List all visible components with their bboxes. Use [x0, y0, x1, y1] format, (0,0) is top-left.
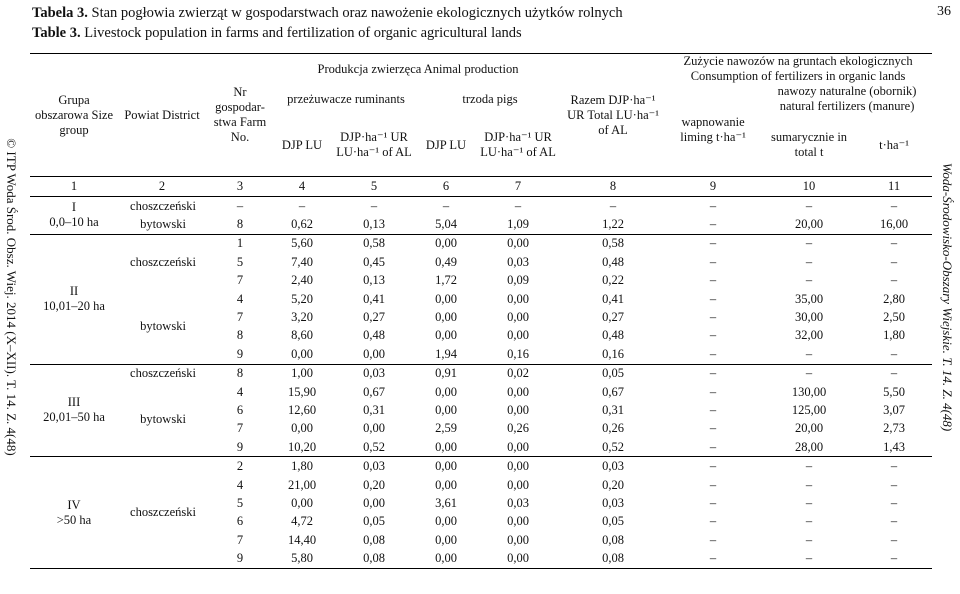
value-cell-c4: 0,00 [291, 346, 313, 361]
farm-number-cell: 5 [236, 254, 244, 269]
value-cell-c5: 0,45 [363, 254, 385, 269]
value-cell-c9: – [709, 439, 717, 454]
district-cell: choszczeński [130, 198, 196, 213]
value-cell-c7: 0,09 [507, 273, 529, 288]
farm-number-cell: 7 [236, 273, 244, 288]
value-cell-c8: 1,22 [602, 217, 624, 232]
value-cell-c11: 3,07 [883, 402, 905, 417]
value-cell-c11: – [890, 532, 898, 547]
farm-number-cell: 8 [236, 328, 244, 343]
size-group-cell: IV >50 ha [30, 457, 118, 568]
value-cell-c4: 14,40 [287, 532, 317, 547]
value-cell-c11: – [890, 514, 898, 529]
farm-number-cell: 2 [206, 457, 274, 476]
district-cell: choszczeński [118, 364, 206, 383]
value-cell-c11: – [856, 549, 932, 568]
value-cell-c9: – [709, 402, 717, 417]
column-number: 7 [474, 177, 562, 197]
value-cell-c6: 0,00 [435, 514, 457, 529]
value-cell-c8: 0,58 [562, 234, 664, 253]
value-cell-c9: – [709, 495, 717, 510]
value-cell-c4: 5,60 [274, 234, 330, 253]
value-cell-c8: 0,08 [602, 532, 624, 547]
value-cell-c6: 0,00 [418, 234, 474, 253]
caption-en-text: Livestock population in farms and fertilization of organic agricultural lands [84, 24, 522, 41]
value-cell-c6: 0,00 [435, 310, 457, 325]
value-cell-c5: 0,31 [363, 402, 385, 417]
value-cell-c9: – [664, 234, 762, 253]
caption-pl-text: Stan pogłowia zwierząt w gospodarstwach oraz nawożenie ekologicznych użytków rolnych [91, 5, 623, 21]
value-cell-c5: 0,00 [363, 346, 385, 361]
value-cell-c9: – [709, 310, 717, 325]
citation-text: © ITP Woda Środ. Obsz. Wiej. 2014 (X–XII). T. 14. Z. 4(48) [4, 138, 19, 456]
header-total: Razem DJP·ha⁻¹ UR Total LU·ha⁻¹ of AL [562, 54, 664, 177]
value-cell-c10: – [805, 273, 813, 288]
value-cell-c6: 3,61 [435, 495, 457, 510]
value-cell-c7: 0,16 [507, 346, 529, 361]
value-cell-c10: – [805, 198, 813, 213]
value-cell-c11: 2,80 [883, 291, 905, 306]
value-cell-c9: – [664, 364, 762, 383]
value-cell-c9: – [664, 457, 762, 476]
header-animal-production: Produkcja zwierzęca Animal production [274, 54, 562, 85]
value-cell-c6: 1,72 [435, 273, 457, 288]
value-cell-c7: 0,00 [507, 310, 529, 325]
value-cell-c4: 21,00 [287, 477, 317, 492]
table-row [30, 383, 932, 401]
value-cell-c4: 0,62 [291, 217, 313, 232]
value-cell-c9: – [664, 549, 762, 568]
value-cell-c8: 0,16 [602, 346, 624, 361]
caption-english [32, 24, 623, 44]
header-natural-fert: nawozy naturalne (obornik) natural fertilizers (manure) [777, 84, 917, 113]
farm-number-cell: 4 [236, 384, 244, 399]
value-cell-c10: – [762, 234, 856, 253]
district-cell: choszczeński [118, 234, 206, 290]
column-number: 6 [418, 177, 474, 197]
column-numbers-row [30, 177, 932, 197]
value-cell-c11: 16,00 [879, 217, 909, 232]
district-cell: bytowski [140, 412, 186, 427]
value-cell-c7: 0,00 [507, 477, 529, 492]
value-cell-c10: 125,00 [791, 402, 827, 417]
farm-number-cell: 8 [236, 217, 244, 232]
size-group-cell: II 10,01–20 ha [30, 234, 118, 364]
header-fert-consumption: Zużycie nawozów na gruntach ekologicznych Consumption of fertilizers in organic lands [664, 54, 932, 85]
value-cell-c9: – [709, 291, 717, 306]
value-cell-c9: – [709, 254, 717, 269]
caption-pl-label: Tabela 3. [32, 5, 88, 21]
farm-number-cell: 6 [236, 402, 244, 417]
value-cell-c8: 0,20 [602, 477, 624, 492]
value-cell-c7: 0,03 [507, 495, 529, 510]
value-cell-c10: 20,00 [794, 217, 824, 232]
value-cell-c9: – [709, 532, 717, 547]
value-cell-c5: 0,58 [330, 234, 418, 253]
value-cell-c11: – [856, 234, 932, 253]
value-cell-c4: 5,20 [291, 291, 313, 306]
table-row [30, 234, 932, 253]
value-cell-c4: 7,40 [291, 254, 313, 269]
header-district: Powiat District [118, 54, 206, 177]
value-cell-c11: – [890, 477, 898, 492]
value-cell-c8: 0,05 [602, 514, 624, 529]
value-cell-c10: – [805, 532, 813, 547]
value-cell-c11: – [890, 198, 898, 213]
column-number: 3 [206, 177, 274, 197]
table-captions [32, 4, 623, 43]
value-cell-c6: 0,91 [418, 364, 474, 383]
value-cell-c5: 0,41 [363, 291, 385, 306]
header-group: Grupa obszarowa Size group [30, 54, 118, 177]
header-djp-lu-1: DJP LU [281, 137, 323, 152]
value-cell-c11: – [890, 495, 898, 510]
value-cell-c7: 1,09 [507, 217, 529, 232]
value-cell-c8: 0,03 [602, 495, 624, 510]
value-cell-c7: 0,00 [507, 291, 529, 306]
column-number: 9 [664, 177, 762, 197]
value-cell-c5: 0,00 [363, 495, 385, 510]
table-row [30, 290, 932, 308]
caption-polish [32, 4, 623, 24]
farm-number-cell: 7 [236, 532, 244, 547]
value-cell-c7: 0,00 [474, 549, 562, 568]
value-cell-c9: – [709, 384, 717, 399]
value-cell-c6: 0,00 [418, 457, 474, 476]
value-cell-c5: 0,03 [330, 364, 418, 383]
value-cell-c9: – [709, 477, 717, 492]
column-number: 8 [562, 177, 664, 197]
column-number: 1 [30, 177, 118, 197]
table-row [30, 364, 932, 383]
value-cell-c8: 0,48 [602, 328, 624, 343]
value-cell-c10: 28,00 [794, 439, 824, 454]
value-cell-c6: 0,00 [435, 439, 457, 454]
farm-number-cell: 5 [236, 495, 244, 510]
value-cell-c10: 35,00 [794, 291, 824, 306]
district-cell: bytowski [140, 319, 186, 334]
value-cell-c9: – [709, 217, 717, 232]
value-cell-c11: – [890, 273, 898, 288]
value-cell-c10: – [805, 495, 813, 510]
value-cell-c5: 0,08 [363, 532, 385, 547]
value-cell-c5: 0,13 [363, 273, 385, 288]
value-cell-c7: 0,00 [507, 439, 529, 454]
value-cell-c6: 0,00 [418, 549, 474, 568]
value-cell-c7: 0,03 [507, 254, 529, 269]
value-cell-c11: – [890, 346, 898, 361]
value-cell-c6: 0,00 [435, 532, 457, 547]
farm-number-cell: 9 [236, 439, 244, 454]
value-cell-c4: 0,00 [291, 495, 313, 510]
value-cell-c8: 0,41 [602, 291, 624, 306]
value-cell-c9: – [709, 421, 717, 436]
farm-number-cell: 7 [236, 421, 244, 436]
value-cell-c8: 0,48 [602, 254, 624, 269]
value-cell-c5: 0,27 [363, 310, 385, 325]
value-cell-c5: 0,48 [363, 328, 385, 343]
header-djp-ha-2: DJP·ha⁻¹ UR LU·ha⁻¹ of AL [480, 130, 556, 159]
value-cell-c6: 0,00 [435, 328, 457, 343]
header-ruminants: przeżuwacze ruminants [287, 91, 405, 106]
column-number: 10 [762, 177, 856, 197]
value-cell-c7: 0,02 [474, 364, 562, 383]
column-number: 4 [274, 177, 330, 197]
farm-number-cell: 9 [206, 549, 274, 568]
value-cell-c5: 0,08 [330, 549, 418, 568]
value-cell-c8: 0,52 [602, 439, 624, 454]
value-cell-c7: 0,00 [507, 384, 529, 399]
farm-number-cell: 4 [236, 477, 244, 492]
table-row [30, 215, 932, 234]
farm-number-cell: 1 [206, 234, 274, 253]
value-cell-c7: 0,00 [507, 402, 529, 417]
value-cell-c11: – [890, 254, 898, 269]
value-cell-c5: – [370, 198, 378, 213]
header-natural-total: sumarycznie in total t [771, 130, 848, 159]
value-cell-c11: 2,50 [883, 310, 905, 325]
value-cell-c10: 130,00 [791, 384, 827, 399]
value-cell-c9: – [709, 514, 717, 529]
value-cell-c6: 0,00 [435, 291, 457, 306]
value-cell-c8: 0,05 [562, 364, 664, 383]
value-cell-c9: – [709, 198, 717, 213]
value-cell-c10: – [762, 457, 856, 476]
value-cell-c8: 0,22 [602, 273, 624, 288]
value-cell-c6: 0,00 [435, 384, 457, 399]
value-cell-c6: 0,49 [435, 254, 457, 269]
value-cell-c5: 0,52 [363, 439, 385, 454]
value-cell-c8: 0,08 [562, 549, 664, 568]
value-cell-c8: 0,27 [602, 310, 624, 325]
value-cell-c4: 15,90 [287, 384, 317, 399]
right-margin [934, 0, 960, 594]
value-cell-c9: – [709, 346, 717, 361]
value-cell-c4: 4,72 [291, 514, 313, 529]
value-cell-c5: 0,67 [363, 384, 385, 399]
value-cell-c9: – [709, 328, 717, 343]
column-number: 5 [330, 177, 418, 197]
value-cell-c10: – [805, 346, 813, 361]
farm-number-cell: 7 [236, 310, 244, 325]
farm-number-cell: 4 [236, 291, 244, 306]
value-cell-c4: 1,00 [274, 364, 330, 383]
district-cell: bytowski [140, 217, 186, 232]
value-cell-c11: 1,80 [883, 328, 905, 343]
value-cell-c6: 5,04 [435, 217, 457, 232]
table-row [30, 457, 932, 476]
value-cell-c10: – [805, 254, 813, 269]
value-cell-c4: 3,20 [291, 310, 313, 325]
value-cell-c11: 2,73 [883, 421, 905, 436]
value-cell-c11: 5,50 [883, 384, 905, 399]
farm-number-cell: – [236, 198, 244, 213]
farm-number-cell: 9 [236, 346, 244, 361]
value-cell-c5: 0,20 [363, 477, 385, 492]
header-djp-lu-2: DJP LU [425, 137, 467, 152]
livestock-table [30, 53, 932, 569]
value-cell-c8: 0,03 [562, 457, 664, 476]
value-cell-c5: 0,13 [363, 217, 385, 232]
header-farm: Nr gospodar-stwa Farm No. [206, 54, 274, 177]
value-cell-c11: – [856, 457, 932, 476]
header-natural-tha: t·ha⁻¹ [879, 137, 909, 152]
header-djp-ha-1: DJP·ha⁻¹ UR LU·ha⁻¹ of AL [336, 130, 412, 159]
left-margin-citation [0, 0, 22, 594]
value-cell-c6: – [442, 198, 450, 213]
value-cell-c4: 5,80 [274, 549, 330, 568]
size-group-cell: III 20,01–50 ha [30, 364, 118, 457]
value-cell-c10: 20,00 [794, 421, 824, 436]
value-cell-c4: 10,20 [287, 439, 317, 454]
value-cell-c11: – [856, 364, 932, 383]
value-cell-c9: – [709, 273, 717, 288]
value-cell-c6: 0,00 [435, 402, 457, 417]
value-cell-c4: – [298, 198, 306, 213]
farm-number-cell: 8 [206, 364, 274, 383]
table-row [30, 197, 932, 216]
value-cell-c10: – [762, 549, 856, 568]
caption-en-label: Table 3. [32, 24, 81, 41]
value-cell-c7: 0,00 [507, 328, 529, 343]
value-cell-c7: 0,00 [507, 532, 529, 547]
column-number: 11 [856, 177, 932, 197]
value-cell-c10: – [805, 477, 813, 492]
value-cell-c8: – [609, 198, 617, 213]
value-cell-c4: 2,40 [291, 273, 313, 288]
value-cell-c7: 0,26 [507, 421, 529, 436]
value-cell-c4: 8,60 [291, 328, 313, 343]
journal-running-head: Woda-Środowisko-Obszary Wiejskie. T. 14. Z. 4(48) [940, 162, 955, 432]
value-cell-c7: 0,00 [474, 457, 562, 476]
value-cell-c11: 1,43 [883, 439, 905, 454]
value-cell-c5: 0,00 [363, 421, 385, 436]
value-cell-c6: 2,59 [435, 421, 457, 436]
value-cell-c4: 0,00 [291, 421, 313, 436]
value-cell-c5: 0,03 [330, 457, 418, 476]
farm-number-cell: 6 [236, 514, 244, 529]
value-cell-c8: 0,31 [602, 402, 624, 417]
value-cell-c7: 0,00 [507, 514, 529, 529]
value-cell-c6: 1,94 [435, 346, 457, 361]
value-cell-c7: – [514, 198, 522, 213]
value-cell-c8: 0,67 [602, 384, 624, 399]
column-number: 2 [118, 177, 206, 197]
value-cell-c8: 0,26 [602, 421, 624, 436]
value-cell-c10: – [805, 514, 813, 529]
value-cell-c5: 0,05 [363, 514, 385, 529]
value-cell-c10: 32,00 [794, 328, 824, 343]
value-cell-c10: – [762, 364, 856, 383]
value-cell-c10: 30,00 [794, 310, 824, 325]
value-cell-c6: 0,00 [435, 477, 457, 492]
size-group-cell: I 0,0–10 ha [49, 200, 99, 230]
header-pigs: trzoda pigs [462, 91, 518, 106]
value-cell-c4: 12,60 [287, 402, 317, 417]
district-cell: choszczeński [118, 457, 206, 568]
page-number: 36 [937, 4, 951, 19]
value-cell-c7: 0,00 [474, 234, 562, 253]
header-liming: wapnowanie liming t·ha⁻¹ [680, 115, 746, 144]
value-cell-c4: 1,80 [274, 457, 330, 476]
